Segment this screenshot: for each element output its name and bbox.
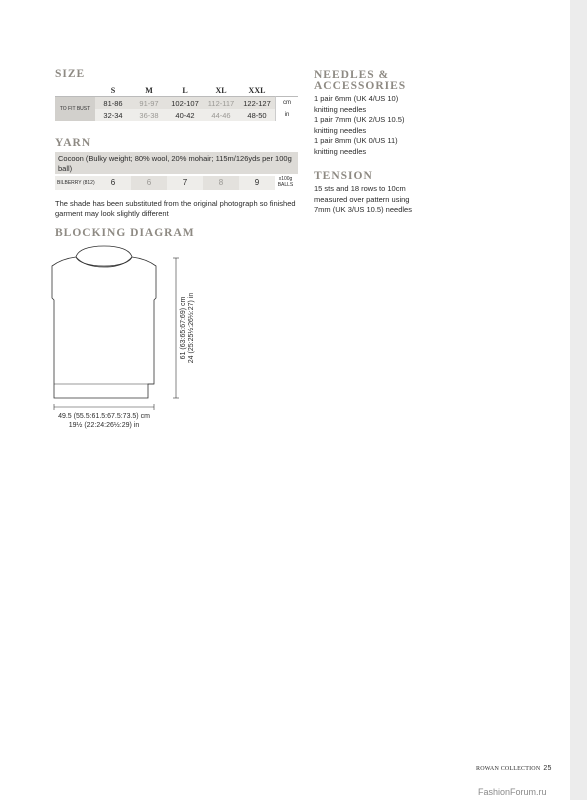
size-m: M [145, 85, 153, 95]
size-header-row [55, 84, 298, 96]
tension-line: measured over pattern using [314, 194, 410, 204]
needles-line: knitting needles [314, 146, 367, 156]
size-title: SIZE [55, 68, 86, 80]
cell: 91-97 [131, 96, 167, 109]
needles-line: 1 pair 7mm (UK 2/US 10.5) [314, 115, 405, 124]
unit-cm: cm [275, 96, 298, 109]
cell: 44-46 [203, 109, 239, 121]
length-cm-label: 61 (63:65:67:69) cm [180, 296, 187, 360]
yarn-description: Cocoon (Bulky weight; 80% wool, 20% mohair; 115m/126yds per 100g ball) [55, 152, 298, 174]
balls-s: 6 [95, 176, 131, 190]
size-cm-row [55, 96, 298, 109]
balls-m: 6 [131, 176, 167, 190]
needles-line: knitting needles [314, 125, 367, 135]
needles-line: 1 pair 8mm (UK 0/US 11) [314, 136, 398, 145]
page-edge [570, 0, 587, 800]
collection-name: ROWAN COLLECTION [476, 766, 541, 772]
blocking-diagram [30, 240, 210, 440]
cell: 102-107 [167, 96, 203, 109]
needles-list [314, 94, 424, 157]
cell: 32-34 [95, 109, 131, 121]
unit-in: in [275, 109, 298, 121]
length-in-label: 24 (25:25½:26½:27) in [188, 292, 195, 364]
needles-title-1: NEEDLES & [314, 69, 390, 81]
cell: 40-42 [167, 109, 203, 121]
page-footer [476, 765, 552, 772]
balls-l: 7 [167, 176, 203, 190]
tension-line: 15 sts and 18 rows to 10cm [314, 184, 406, 193]
cell: 36-38 [131, 109, 167, 121]
balls-unit: x100g BALLS [277, 176, 294, 188]
shade-label: BILBERRY (812) [55, 176, 95, 190]
shade-note: The shade has been substituted from the original photograph so finished garment may look slightly different [55, 199, 296, 218]
tension-list [314, 184, 424, 216]
tension-title: TENSION [314, 170, 373, 182]
garment-outline [52, 257, 156, 398]
cell: 81-86 [95, 96, 131, 109]
yarn-balls-row [55, 176, 298, 190]
balls-xxl: 9 [239, 176, 275, 190]
cell: 122-127 [239, 96, 275, 109]
collar [76, 246, 132, 266]
size-l: L [182, 85, 188, 95]
needles-line: knitting needles [314, 104, 367, 114]
needles-title-2: ACCESSORIES [314, 80, 407, 92]
blocking-title: BLOCKING DIAGRAM [55, 227, 195, 239]
size-xxl: XXL [248, 85, 266, 95]
size-table [55, 84, 298, 121]
width-cm-label: 49.5 (55.5:61.5:67.5:73.5) cm [58, 413, 150, 420]
cell: 48-50 [239, 109, 275, 121]
cell: 112-117 [203, 96, 239, 109]
tension-line: 7mm (UK 3/US 10.5) needles [314, 205, 412, 214]
balls-xl: 8 [203, 176, 239, 190]
size-s: S [110, 85, 116, 95]
width-in-label: 19½ (22:24:26½:29) in [68, 422, 140, 429]
size-xl: XL [215, 85, 227, 95]
yarn-title: YARN [55, 137, 92, 149]
watermark: FashionForum.ru [478, 787, 547, 797]
fit-bust-label: TO FIT BUST [55, 96, 95, 121]
page-number: 25 [543, 765, 552, 772]
needles-line: 1 pair 6mm (UK 4/US 10) [314, 94, 399, 103]
